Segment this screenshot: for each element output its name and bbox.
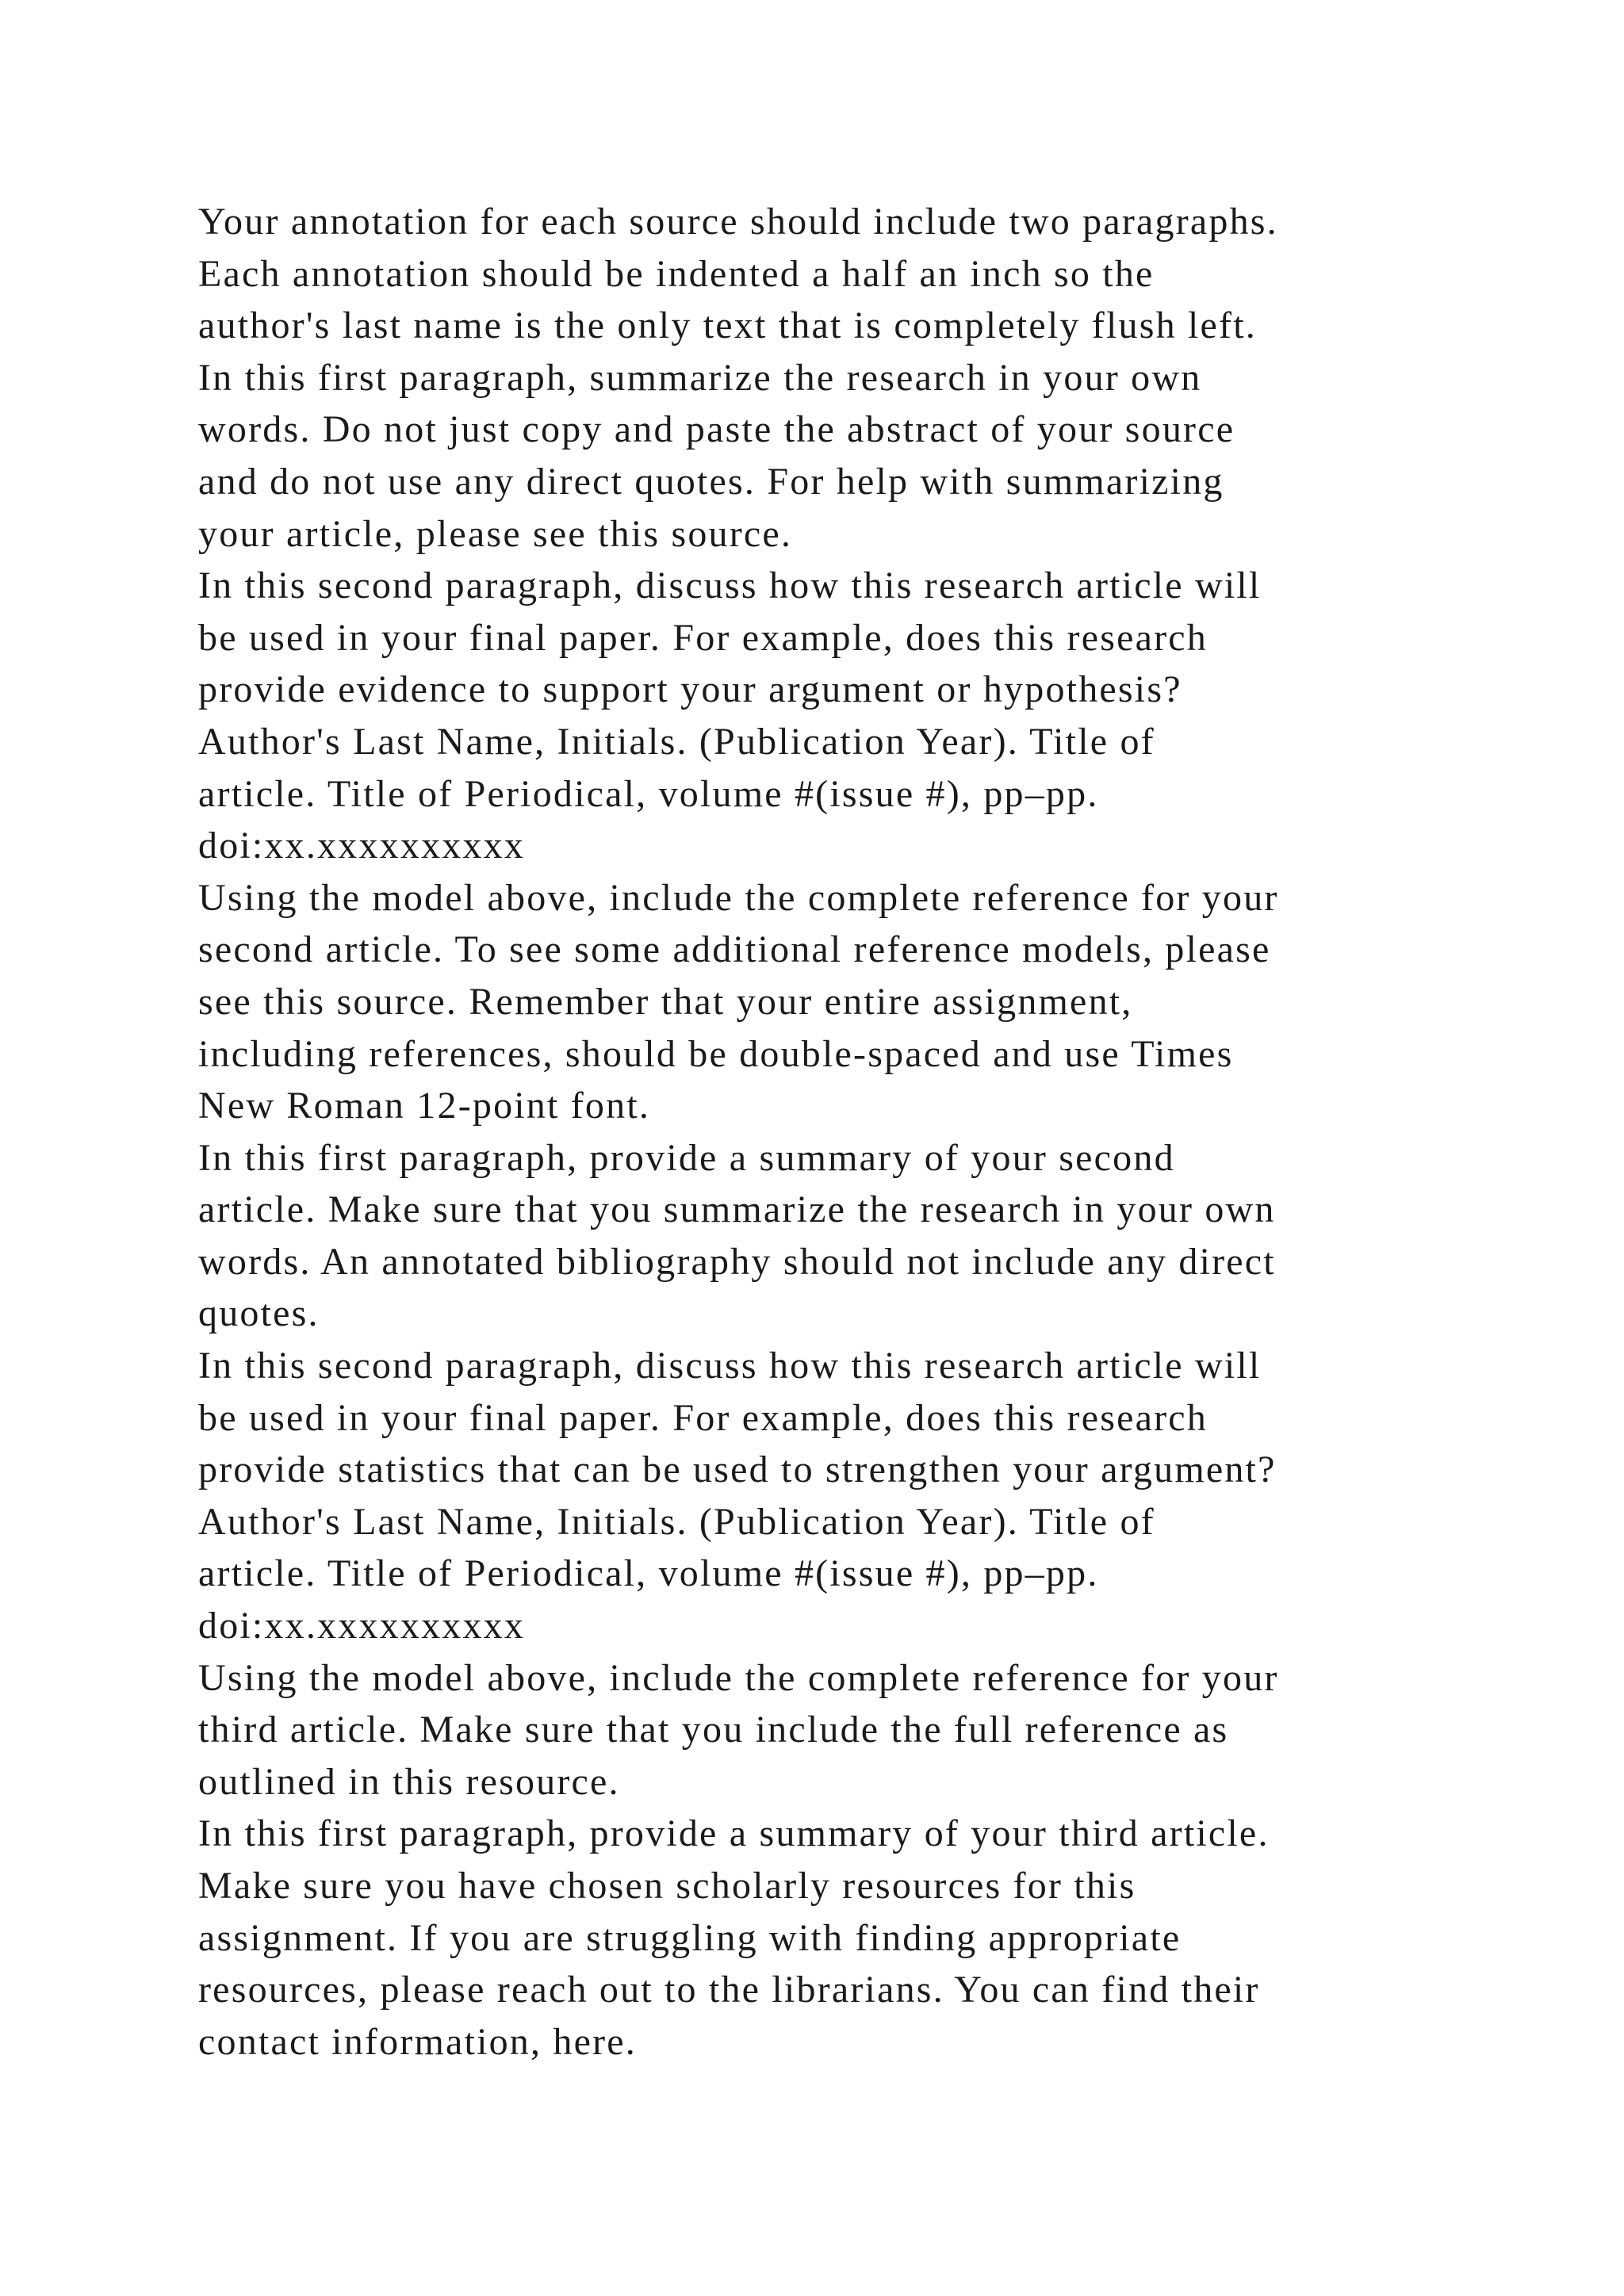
text-line: be used in your final paper. For example, does this research: [198, 1396, 1208, 1439]
reference-line: doi:xx.xxxxxxxxxx: [198, 825, 526, 867]
document-body: [198, 196, 1515, 2068]
text-line: third article. Make sure that you include the full reference as: [198, 1709, 1229, 1751]
text-line: and do not use any direct quotes. For help with summarizing: [198, 460, 1224, 503]
text-line: words. An annotated bibliography should not include any direct: [198, 1240, 1276, 1283]
text-line: Each annotation should be indented a half an inch so the: [198, 252, 1155, 295]
text-line: Using the model above, include the complete reference for your: [198, 876, 1279, 919]
text-line: words. Do not just copy and paste the abstract of your source: [198, 408, 1235, 451]
reference-line: article. Title of Periodical, volume #(issue #), pp–pp.: [198, 1552, 1099, 1595]
text-line: Using the model above, include the complete reference for your: [198, 1656, 1279, 1699]
text-line: Your annotation for each source should include two paragraphs.: [198, 201, 1278, 243]
text-line: article. Make sure that you summarize the research in your own: [198, 1188, 1276, 1231]
text-line: outlined in this resource.: [198, 1760, 620, 1803]
text-line: In this second paragraph, discuss how this research article will: [198, 1345, 1262, 1387]
text-line: provide statistics that can be used to strengthen your argument?: [198, 1448, 1277, 1491]
text-line: be used in your final paper. For example, does this research: [198, 616, 1208, 659]
text-line: assignment. If you are struggling with finding appropriate: [198, 1916, 1182, 1959]
reference-line: Author's Last Name, Initials. (Publication Year). Title of: [198, 1500, 1155, 1543]
text-line: second article. To see some additional reference models, please: [198, 928, 1271, 971]
reference-line: Author's Last Name, Initials. (Publication Year). Title of: [198, 720, 1155, 763]
text-line: In this second paragraph, discuss how this research article will: [198, 564, 1262, 607]
text-line: including references, should be double-spaced and use Times: [198, 1032, 1234, 1075]
text-line: provide evidence to support your argument or hypothesis?: [198, 668, 1182, 711]
reference-line: doi:xx.xxxxxxxxxx: [198, 1605, 526, 1647]
text-line: In this first paragraph, provide a summary of your second: [198, 1136, 1175, 1179]
text-line: contact information, here.: [198, 2020, 637, 2063]
text-line: In this first paragraph, summarize the research in your own: [198, 356, 1202, 399]
text-line: New Roman 12-point font.: [198, 1085, 651, 1127]
reference-line: article. Title of Periodical, volume #(issue #), pp–pp.: [198, 772, 1099, 815]
text-line: author's last name is the only text that is completely flush left.: [198, 304, 1257, 347]
text-line: your article, please see this source.: [198, 512, 793, 555]
text-line: Make sure you have chosen scholarly resources for this: [198, 1865, 1136, 1907]
text-line: quotes.: [198, 1292, 320, 1335]
text-line: resources, please reach out to the librarians. You can find their: [198, 1969, 1260, 2011]
text-line: see this source. Remember that your entire assignment,: [198, 980, 1133, 1023]
text-line: In this first paragraph, provide a summary of your third article.: [198, 1812, 1270, 1855]
